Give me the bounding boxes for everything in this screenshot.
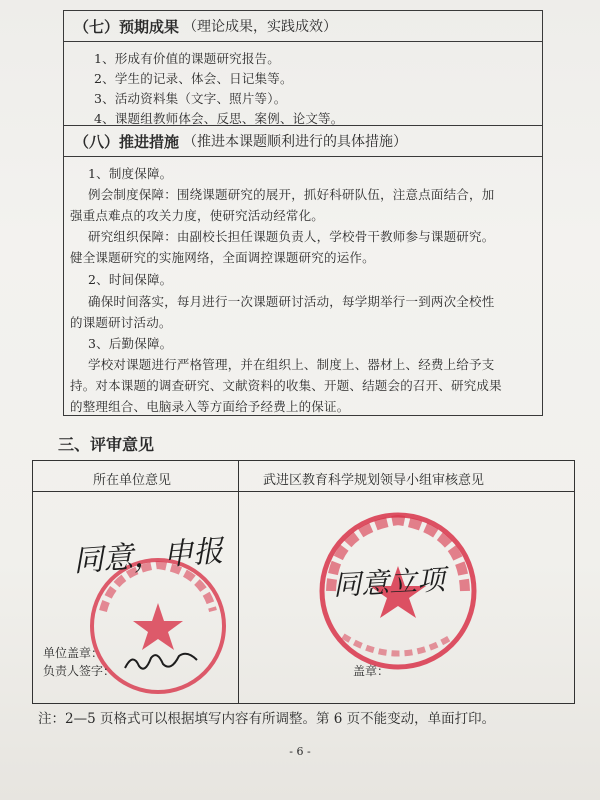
- section-8-note: （推进本课题顺利进行的具体措施）: [183, 134, 408, 150]
- section-8-line: 学校对课题进行严格管理，并在组织上、制度上、器材上、经费上给予支: [88, 357, 495, 372]
- right-handwriting: 同意立项: [332, 563, 446, 602]
- page-number: - 6 -: [289, 745, 311, 758]
- section-7-title-row: [64, 11, 542, 42]
- section-8-line: 1、制度保障。: [88, 166, 173, 181]
- section-8-title: （八）推进措施: [74, 132, 180, 151]
- section-8-line: 的课题研讨活动。: [70, 315, 172, 330]
- section-8-line: 的整理组合、电脑录入等方面给予经费上的保证。: [70, 399, 350, 414]
- right-column-header: 武进区教育科学规划领导小组审核意见: [263, 473, 485, 488]
- section-8-line: 健全课题研究的实施网络，全面调控课题研究的运作。: [70, 250, 375, 265]
- table-header-divider: [33, 491, 574, 492]
- review-table: [32, 460, 575, 704]
- signature-scribble: [121, 646, 201, 676]
- section-8-line: 2、时间保障。: [88, 272, 173, 287]
- section-8-line: 3、后勤保障。: [88, 336, 173, 351]
- section-8-title-row: [64, 126, 542, 157]
- section-7-note: （理论成果，实践成效）: [183, 19, 338, 35]
- section-8-line: 强重点难点的攻关力度，使研究活动经常化。: [70, 208, 325, 223]
- left-sign-label: 负责人签字：: [43, 664, 116, 678]
- section-7-item: 4、课题组教师体会、反思、案例、论文等。: [94, 111, 344, 126]
- section-8-line: 例会制度保障：围绕课题研究的展开，抓好科研队伍，注意点面结合，加: [88, 187, 495, 202]
- footnote: 注：2—5 页格式可以根据填写内容有所调整。第 6 页不能变动，单面打印。: [38, 711, 496, 727]
- left-stamp-label: 单位盖章：: [43, 646, 104, 660]
- left-column-header: 所在单位意见: [93, 473, 172, 488]
- review-heading: 三、评审意见: [58, 435, 155, 454]
- section-8-line: 持。对本课题的调查研究、文献资料的收集、开题、结题会的召开、研究成果: [70, 378, 502, 393]
- section-8-line: 研究组织保障：由副校长担任课题负责人，学校骨干教师参与课题研究。: [88, 229, 495, 244]
- left-handwriting: 同意，申报: [72, 533, 225, 580]
- section-7-box: [63, 10, 543, 126]
- table-column-divider: [238, 461, 239, 703]
- section-8-line: 确保时间落实，每月进行一次课题研讨活动，每学期举行一到两次全校性: [88, 294, 495, 309]
- section-8-box: [63, 126, 543, 416]
- section-7-item: 1、形成有价值的课题研究报告。: [94, 51, 280, 66]
- section-7-item: 3、活动资料集（文字、照片等）。: [94, 91, 287, 106]
- section-7-title: （七）预期成果: [74, 17, 180, 36]
- section-7-item: 2、学生的记录、体会、日记集等。: [94, 71, 293, 86]
- right-stamp-label: 盖章：: [353, 664, 390, 678]
